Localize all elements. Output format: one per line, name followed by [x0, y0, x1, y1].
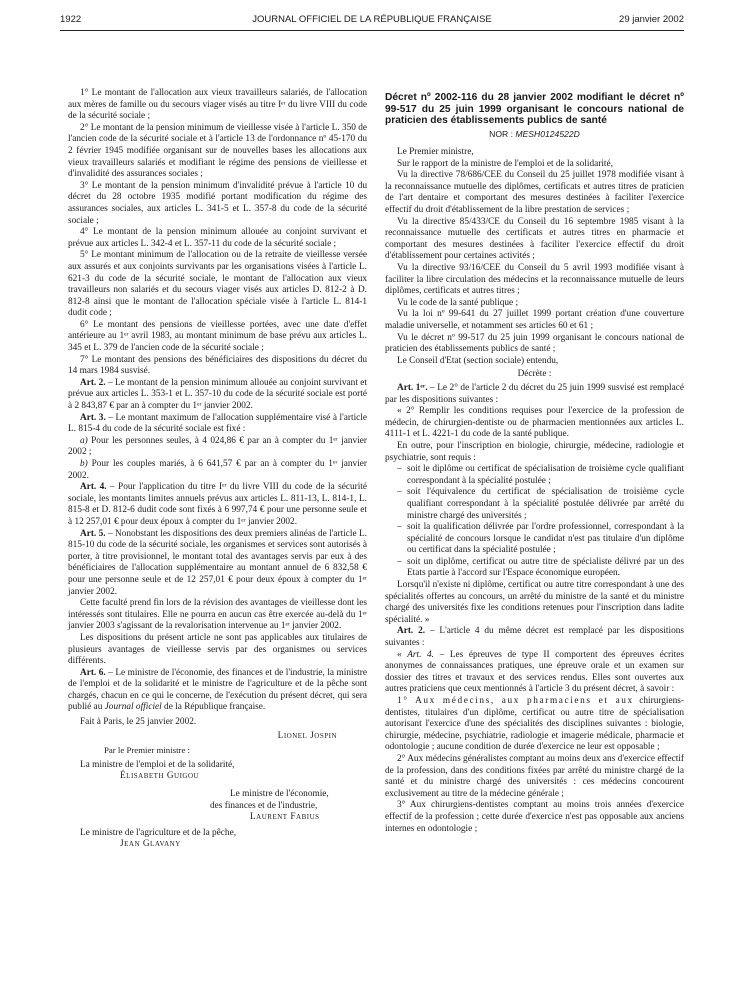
article-label: Art. 3. [80, 412, 106, 423]
quoted-article-4 [385, 650, 684, 696]
header-rule [60, 30, 684, 31]
item-text: Pour les personnes seules, à 4 024,86 € par an à compter du 1ᵉʳ janvier 2002 ; [68, 435, 367, 458]
left-column [68, 88, 367, 851]
article-1 [385, 383, 684, 406]
article-label: Art. 4. [80, 482, 107, 493]
article-2 [68, 378, 367, 413]
visa: Le Conseil d'Etat (section sociale) entendu, [397, 355, 559, 366]
nor-reference [385, 129, 684, 141]
list-item [385, 696, 684, 754]
article-text: – Le montant maximum de l'allocation supplémentaire visé à l'article L. 815-4 du code de la sécurité sociale est fixé : [68, 412, 368, 435]
signature-title: des finances et de l'industrie, [210, 800, 318, 811]
journal-title: JOURNAL OFFICIEL DE LA RÉPUBLIQUE FRANÇAISE [252, 14, 492, 25]
item-lead: 1° Aux médecins, aux pharmaciens et aux [397, 696, 634, 706]
article-label: Art. 2. [397, 626, 426, 637]
decrete: Décrète : [517, 369, 552, 380]
signature-title: La ministre de l'emploi et de la solidarité, [80, 759, 235, 770]
visa: Vu la directive 93/16/CEE du Conseil du 5 avril 1993 modifiée visant à faciliter la libre circulation des médecins et la reconnaissance mutuelle de leurs diplômes, certificats et autres titres ; [385, 263, 684, 297]
article-5 [68, 529, 367, 599]
quote-mark: « [397, 649, 408, 660]
visa: Vu la directive 78/686/CEE du Conseil du 25 juillet 1978 modifiée visant à la reconnaissance mutuelle des diplômes, certificats et autres titres de praticien de l'art dentaire et comportant des mesures destinées à faciliter l'exercice effectif du droit d'établissement de la libre prestation de services ; [385, 170, 684, 216]
signature-name: Jean Glavany [120, 839, 181, 850]
article-5-paragraph: Les dispositions du présent article ne sont pas applicables aux titulaires de plusieurs avantages de vieillesse servis par des organismes ou services différents. [68, 632, 367, 667]
article-text: – Pour l'application du titre Iᵉʳ du livre VIII du code de la sécurité sociale, les montants limites annuels prévus aux articles L. 811-13, L. 814-1, L. 815-8 et D. 812-6 dudit code sont fixés à 6 997,74 € pour une personne seule et à 12 257,01 € pour deux époux à compter du 1ᵉʳ janvier 2002. [68, 482, 367, 527]
article-3-b [68, 459, 367, 482]
list-item: 5° Le montant minimum de l'allocation ou de la retraite de vieillesse versée aux assurés et aux conjoints survivants par les organisations visées à l'article L. 621-3 du code de la sécurité sociale, le montant de l'allocation aux vieux travailleurs non salariés et du secours viager visés aux articles D. 812-2 à D. 812-8 ainsi que le montant de l'allocation spéciale visée à l'article L. 814-1 dudit code ; [68, 250, 367, 319]
quoted-paragraph: « 2° Remplir les conditions requises pour l'exercice de la profession de médecin, de chirurgien-dentiste ou de pharmacien mentionnées aux articles L. 4111-1 et L. 4221-1 du code de la santé publique. [385, 406, 684, 440]
issue-date: 29 janvier 2002 [619, 14, 684, 25]
list-item: – soit la qualification délivrée par l'ordre professionnel, correspondant à la spécialité de concours lorsque le candidat n'est pas titulaire d'un diplôme ou certificat dans la spécialité postulée ; [397, 522, 684, 557]
nor-code: MESH0124522D [515, 128, 580, 139]
nor-label: NOR : [489, 128, 516, 139]
quoted-paragraph: En outre, pour l'inscription en biologie, chirurgie, médecine, radiologie et psychiatrie, sont requis : [385, 440, 684, 463]
list-item: – soit un diplôme, certificat ou autre titre de spécialiste délivré par un des Etats partie à l'accord sur l'Espace économique européen. [397, 557, 684, 580]
article-4 [68, 482, 367, 528]
requirements-list [385, 464, 684, 580]
visa: Vu la loi nº 99-641 du 27 juillet 1999 portant création d'une couverture maladie universelle, et notamment ses articles 60 et 61 ; [385, 309, 684, 331]
journal-name: Journal officiel [104, 702, 162, 713]
visa: Vu le code de la santé publique ; [397, 297, 519, 308]
article-label: Art. 5. [80, 528, 106, 539]
list-item: 7° Le montant des pensions des bénéficiaires des dispositions du décret du 14 mars 1984 susvisé. [68, 354, 367, 377]
article-2 [385, 626, 684, 649]
article-text: – Le 2° de l'article 2 du décret du 25 juin 1999 susvisé est remplacé par les dispositions suivantes : [385, 382, 684, 405]
article-label: Art. 6. [80, 667, 106, 678]
visa: Vu le décret nº 99-517 du 25 juin 1999 organisant le concours national de praticien des établissements publics de santé ; [385, 332, 684, 355]
article-text: – Les épreuves de type II comportent des épreuves écrites anonymes de connaissances pratiques, une épreuve orale et un examen sur dossier des titres et travaux et des services rendus. Elles sont ouvertes aux autres praticiens que ceux mentionnés à l'article 3 du présent décret, à savoir : [385, 649, 684, 695]
list-item: 1° Le montant de l'allocation aux vieux travailleurs salariés, de l'allocation aux mères de famille ou du secours viager visés au titre Iᵉʳ du livre VIII du code de la sécurité sociale ; [68, 88, 367, 122]
list-item: 2° Le montant de la pension minimum de vieillesse visée à l'article L. 350 de l'ancien code de la sécurité sociale et à l'article 13 de l'ordonnance nº 45-170 du 2 février 1945 modifiée organisant sur de nouvelles bases les allocations aux vieux travailleurs salariés et modifiant le régime des pensions de vieillesse et d'invalidité des assurances sociales ; [68, 122, 367, 180]
article-text: – Nonobstant les dispositions des deux premiers alinéas de l'article L. 815-10 du code de la sécurité sociale, les organismes et services sont autorisés à porter, à titre provisionnel, le montant total des avantages servis par eux à des bénéficiaires de l'allocation supplémentaire au montant annuel de 6 832,58 € pour une personne seule et de 12 257,01 € pour deux époux à compter du 1ᵉʳ janvier 2002. [68, 528, 367, 597]
list-item: 6° Le montant des pensions de vieillesse portées, avec une date d'effet antérieure au 1ᵉʳ avril 1983, au montant minimum de base prévu aux articles L. 345 et L. 379 de l'ancien code de la sécurité sociale ; [68, 319, 367, 354]
par-le-premier-ministre: Par le Premier ministre : [104, 745, 190, 756]
visa: Sur le rapport de la ministre de l'emploi et de la solidarité, [397, 158, 613, 169]
item-letter: b) [80, 459, 88, 469]
list-item: 2° Aux médecins généralistes comptant au moins deux ans d'exercice effectif de la profession, dans des conditions fixées par arrêté du ministre chargé de la santé et du ministre chargé des universités : ces médecins concourent exclusivement au titre de la médecine générale ; [385, 753, 684, 799]
article-text: de la République française. [161, 702, 266, 713]
item-text: Pour les couples mariés, à 6 641,57 € par an à compter du 1ᵉʳ janvier 2002. [68, 459, 367, 481]
article-label: Art. 2. [80, 377, 106, 388]
article-text: – Le montant de la pension minimum allouée au conjoint survivant et prévue aux articles L. 353-1 et L. 357-10 du code de la sécurité sociale est porté à 2 843,87 € par an à compter du 1ᵉʳ janvier 2002. [68, 377, 367, 412]
article-5-paragraph: Cette faculté prend fin lors de la révision des avantages de vieillesse dont les intéressés sont titulaires. Elle ne pourra en aucun cas être exercée au-delà du 1ᵉʳ janvier 2003 s'agissant de la revalorisation intervenue au 1ᵉʳ janvier 2002. [68, 598, 367, 632]
page-number: 1922 [60, 14, 82, 25]
article-3-a [68, 436, 367, 459]
signature-premier-ministre: Lionel Jospin [277, 730, 337, 741]
article-text: – L'article 4 du même décret est remplacé par les dispositions suivantes : [385, 626, 685, 649]
list-item: – soit le diplôme ou certificat de spécialisation de troisième cycle qualifiant correspondant à la spécialité postulée ; [397, 464, 684, 487]
item-text: chirurgiens-dentistes, titulaires d'un diplôme, certificat ou autre titre de spécialisation autorisant l'exercice d'une des spécialités des disciplines suivantes : biologie, chirurgie, médecine, psychiatrie, radiologie et imagerie médicale, pharmacie et odontologie ; aucune condition de durée d'exercice ne leur est opposable ; [385, 696, 684, 753]
article-label: Art. 4. [407, 649, 434, 660]
article-text: – Le ministre de l'économie, des finances et de l'industrie, la ministre de l'emploi et de la solidarité et le ministre de l'agriculture et de la pêche sont chargés, chacun en ce qui le concerne, de l'exécution du présent décret, qui sera publié au [68, 667, 367, 713]
right-column [385, 92, 684, 835]
visa: Vu la directive 85/433/CE du Conseil du 16 septembre 1985 visant à la reconnaissance mutuelle des certificats et autres titres en pharmacie et comportant des mesures destinées à faciliter l'exercice effectif du droit d'établissement pour certaines activités ; [385, 216, 684, 262]
list-item: 4° Le montant de la pension minimum allouée au conjoint survivant et prévue aux articles L. 342-4 et L. 357-11 du code de la sécurité sociale ; [68, 227, 367, 249]
decree-title: Décret nº 2002-116 du 28 janvier 2002 modifiant le décret nº 99-517 du 25 juin 1999 organisant le concours national de praticien des établissements publics de santé [385, 92, 684, 126]
quoted-paragraph: Lorsqu'il n'existe ni diplôme, certificat ou autre titre correspondant à une des spécialités offertes au concours, un arrêté du ministre de la santé et du ministre chargé des universités fixe les conditions retenues pour l'inscription dans ladite spécialité. » [385, 580, 684, 625]
fait-a-paris: Fait à Paris, le 25 janvier 2002. [80, 717, 197, 728]
signature-name: Élisabeth Guigou [120, 771, 200, 782]
page-header [60, 14, 684, 28]
article-3 [68, 413, 367, 436]
list-item: – soit l'équivalence du certificat de spécialisation de troisième cycle qualifiant correspondant à la spécialité postulée délivrée par arrêté du ministre chargé des universités ; [397, 487, 684, 522]
article-label: Art. 1ᵉʳ. [397, 382, 428, 393]
article-6 [68, 668, 367, 714]
list-item: 3° Aux chirurgiens-dentistes comptant au moins trois années d'exercice effectif de la profession ; cette durée d'exercice n'est pas opposable aux anciens internes en odontologie ; [385, 800, 684, 834]
signature-title: Le ministre de l'agriculture et de la pêche, [80, 827, 237, 838]
premier-ministre: Le Premier ministre, [397, 147, 474, 158]
item-letter: a) [80, 435, 88, 446]
list-item: 3° Le montant de la pension minimum d'invalidité prévue à l'article 10 du décret du 28 octobre 1935 modifié portant modification du régime des assurances sociales, aux articles L. 341-5 et L. 357-8 du code de la sécurité sociale ; [68, 180, 367, 226]
signature-name: Laurent Fabius [250, 812, 320, 823]
signature-title: Le ministre de l'économie, [230, 789, 329, 800]
